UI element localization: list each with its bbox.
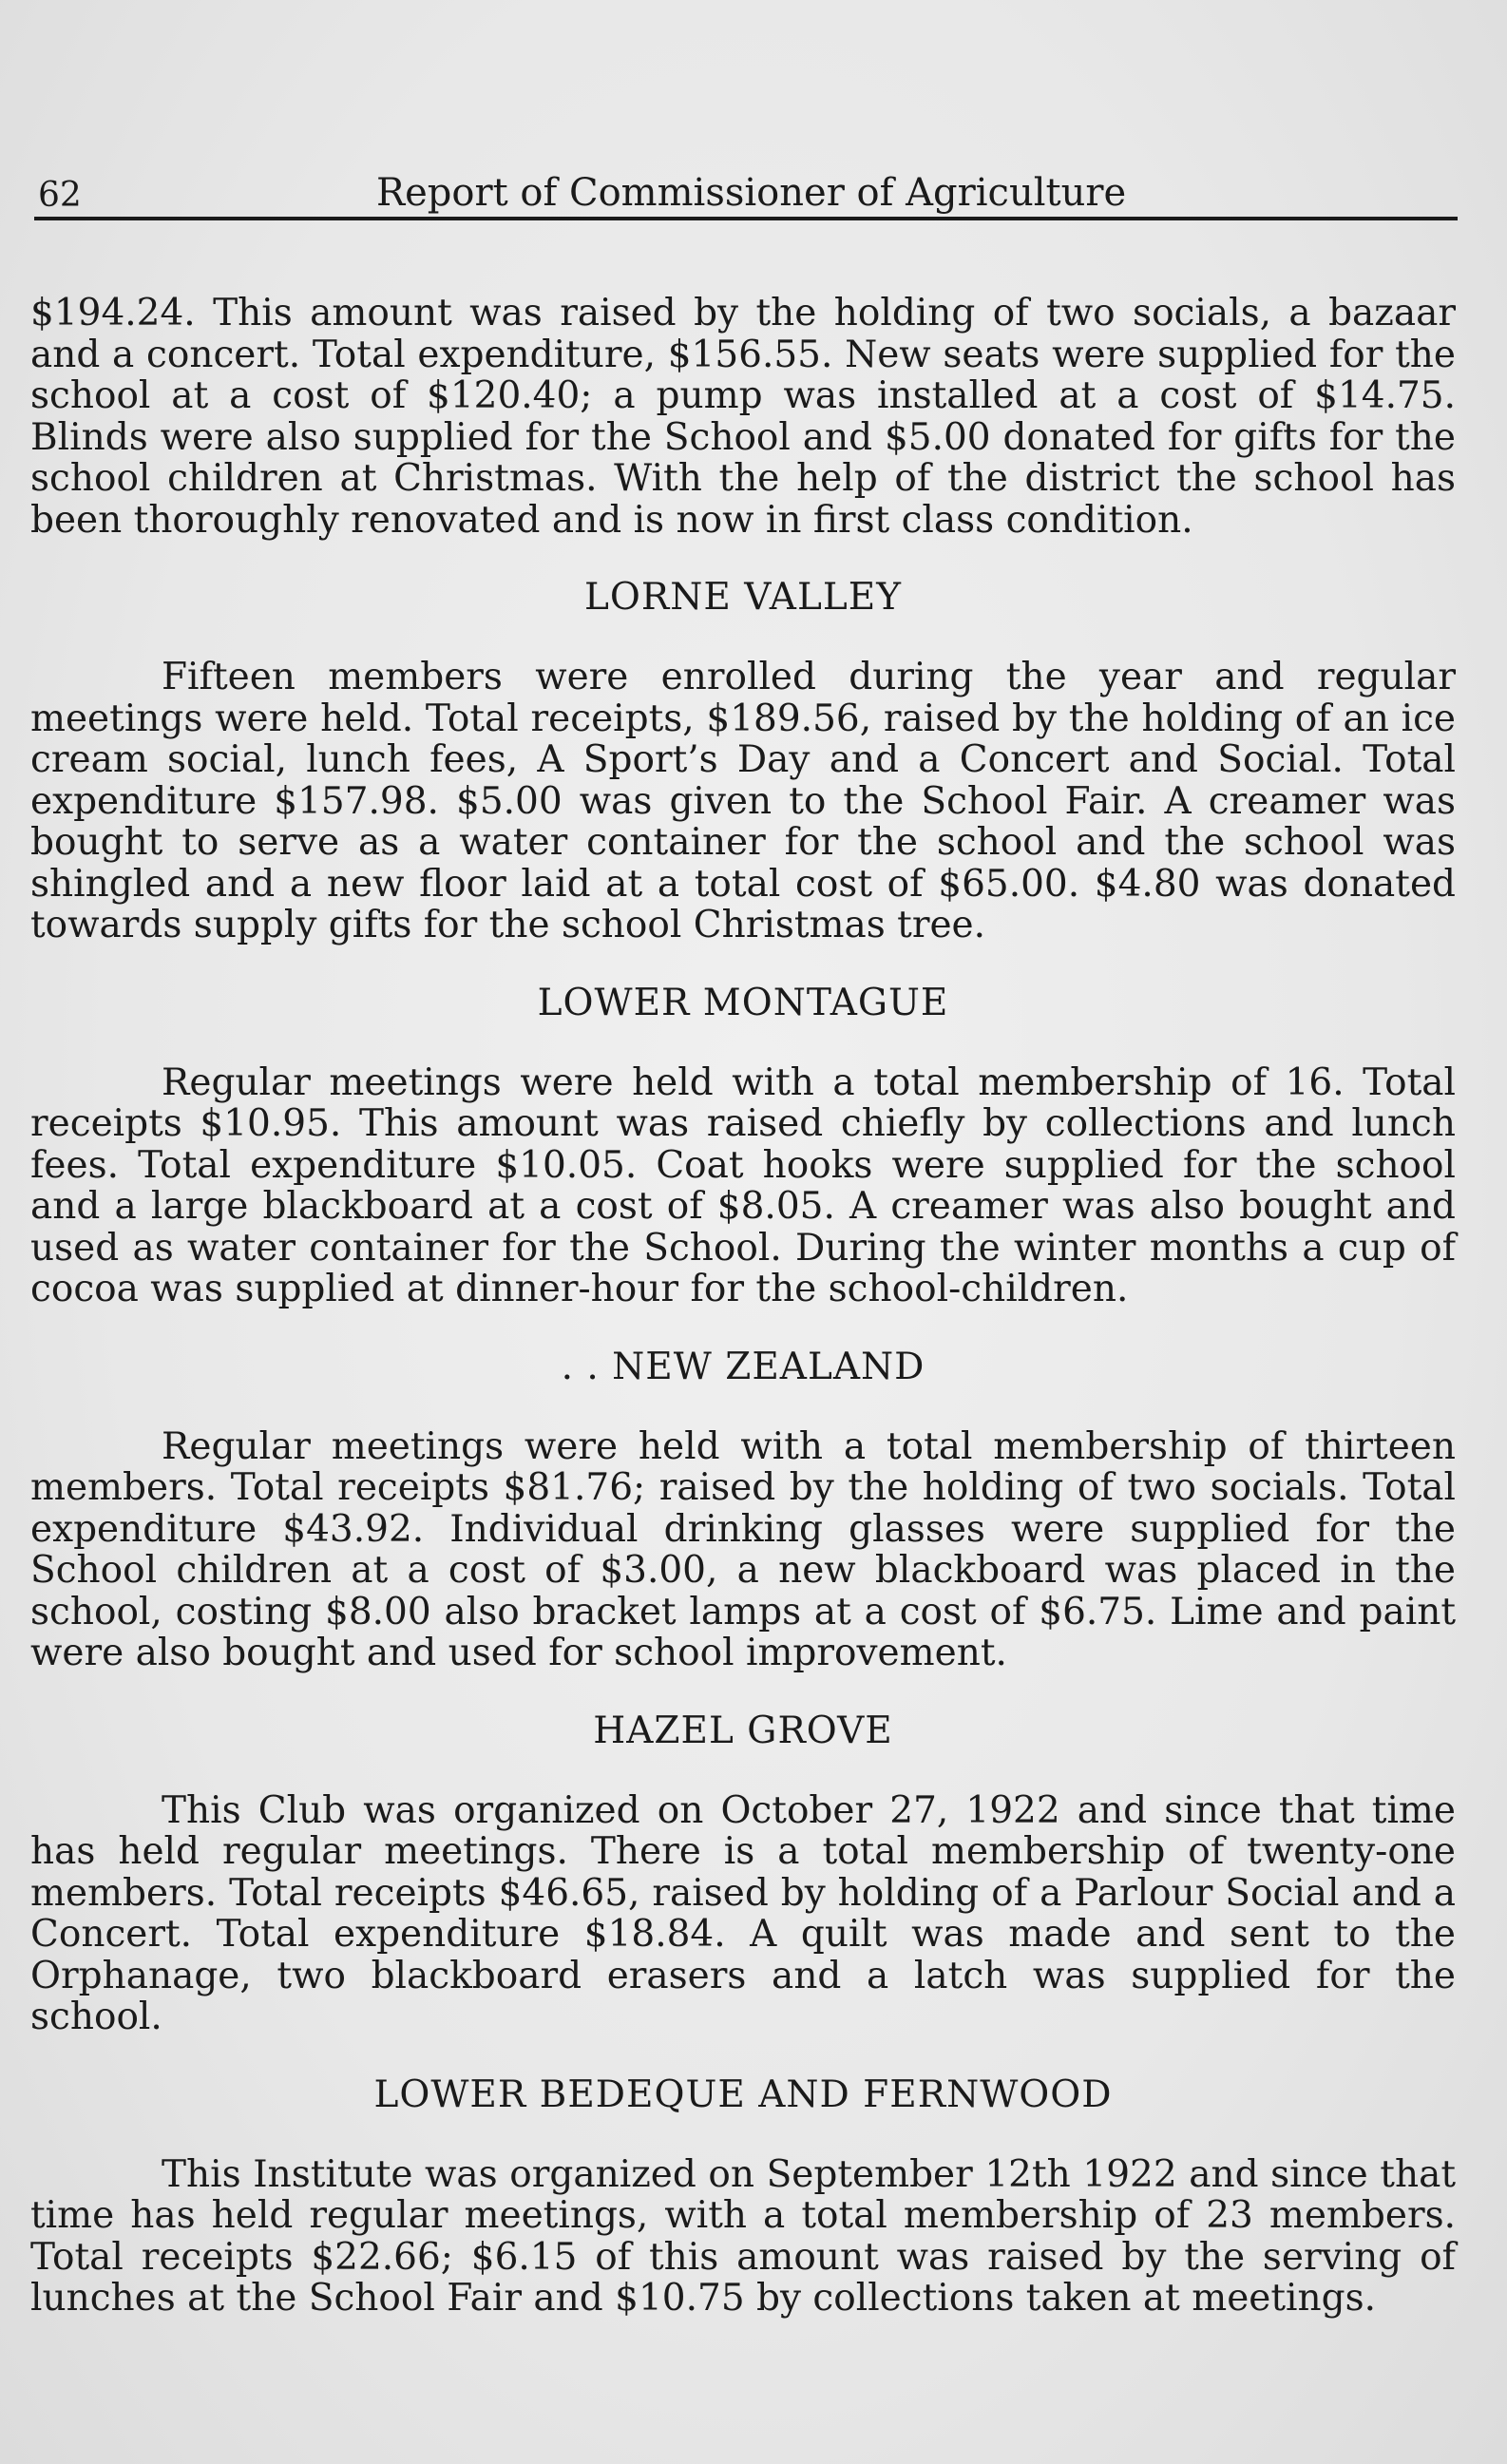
section-paragraph-lorne-valley: Fifteen members were enrolled during the year and regular meetings were held. Total receipts, $189.56, raised by the holding of an ice cream social, lunch fees, A Sport’s Day and a Concert and Social. Total expenditure $157.98. $5.00 was given to the School Fair. A creamer was bought to serve as a water container for the school and the school was shingled and a new floor laid at a total cost of $65.00. $4.80 was donated towards supply gifts for the school Christmas tree. [30,656,1456,946]
section-paragraph-new-zealand: Regular meetings were held with a total membership of thirteen members. Total receipts $81.76; raised by the holding of two socials. Total expenditure $43.92. Individual drinking glasses were supplied for the School children at a cost of $3.00, a new blackboard was placed in the school, costing $8.00 also bracket lamps at a cost of $6.75. Lime and paint were also bought and used for school improvement. [30,1424,1456,1674]
page-number: 62 [38,176,82,215]
page-header [34,160,1458,220]
intro-paragraph: $194.24. This amount was raised by the holding of two socials, a bazaar and a concert. Total expenditure, $156.55. New seats were supplied for the school at a cost of $120.40; a pump was installed at a cost of $14.75. Blinds were also supplied for the School and $5.00 donated for gifts for the school children at Christmas. With the help of the district the school has been thoroughly renovated and is now in first class condition. [30,292,1456,542]
section-heading-lower-bedeque-and-fernwood: LOWER BEDEQUE AND FERNWOOD [373,2072,1113,2116]
section-paragraph-lower-bedeque-and-fernwood: This Institute was organized on September 12th 1922 and since that time has held regular meetings, with a total membership of 23 members. Total receipts $22.66; $6.15 of this amount was raised by the serving of lunches at the School Fair and $10.75 by collections taken at meetings. [30,2152,1456,2320]
section-heading-hazel-grove: HAZEL GROVE [593,1709,893,1752]
section-heading-lower-montague: LOWER MONTAGUE [537,981,949,1024]
section-paragraph-lower-montague: Regular meetings were held with a total membership of 16. Total receipts $10.95. This amount was raised chiefly by collections and lunch fees. Total expenditure $10.05. Coat hooks were supplied for the school and a large blackboard at a cost of $8.05. A creamer was also bought and used as water container for the School. During the winter months a cup of cocoa was supplied at dinner-hour for the school-children. [30,1060,1456,1310]
page-body [30,293,1456,2320]
section-heading-new-zealand: . . NEW ZEALAND [561,1345,925,1388]
section-heading-lorne-valley: LORNE VALLEY [584,576,902,619]
section-paragraph-hazel-grove: This Club was organized on October 27, 1922 and since that time has held regular meetings. There is a total membership of twenty-one members. Total receipts $46.65, raised by holding of a Parlour Social and a Concert. Total expenditure $18.84. A quilt was made and sent to the Orphanage, two blackboard erasers and a latch was supplied for the school. [30,1788,1456,2038]
running-head: Report of Commissioner of Agriculture [376,171,1127,215]
